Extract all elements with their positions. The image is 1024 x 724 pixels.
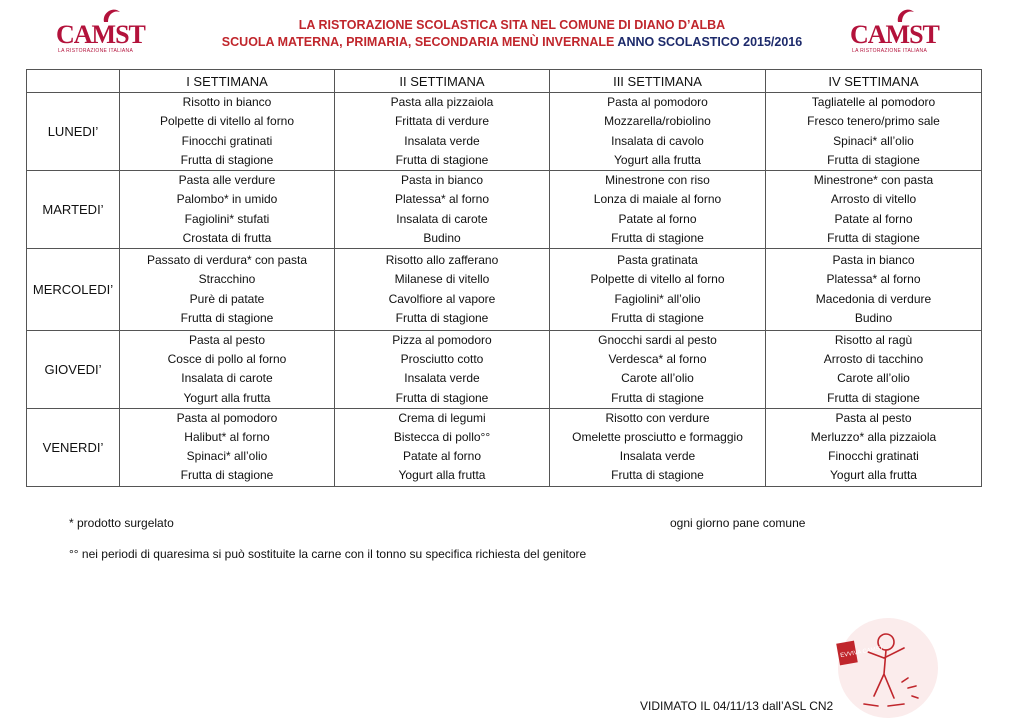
dish-item: Pasta al pomodoro <box>607 95 708 110</box>
menu-cell <box>120 331 335 409</box>
dish-item: Fagiolini* stufati <box>184 211 270 226</box>
dish-item: Passato di verdura* con pasta <box>146 253 308 268</box>
dish-item: Frutta di stagione <box>180 310 274 325</box>
week-header-row <box>27 70 982 93</box>
dish-item: Pasta alle verdure <box>178 173 276 188</box>
logo-brand: CAMST <box>56 20 145 49</box>
menu-cell <box>120 408 335 486</box>
dish-item: Yogurt alla frutta <box>614 152 701 167</box>
dish-item: Frutta di stagione <box>827 230 920 245</box>
dish-item: Pasta alla pizzaiola <box>390 95 494 110</box>
menu-cell <box>766 331 982 409</box>
menu-cell <box>766 93 982 171</box>
dish-item: Pasta in bianco <box>400 173 484 188</box>
day-label: GIOVEDI’ <box>27 331 120 409</box>
dish-item: Polpette di vitello al forno <box>159 114 295 129</box>
dish-item: Gnocchi sardi al pesto <box>598 333 717 347</box>
dish-item: Insalata di cavolo <box>611 133 704 148</box>
dish-item: Fagiolini* all’olio <box>614 291 701 306</box>
header-line-2 <box>0 34 1024 51</box>
dish-item: Yogurt alla frutta <box>830 468 917 483</box>
corner-cell <box>27 70 120 93</box>
dish-item: Pasta al pesto <box>835 410 912 425</box>
dish-item: Prosciutto cotto <box>400 352 484 367</box>
day-label: LUNEDI’ <box>27 93 120 171</box>
menu-cell <box>550 408 766 486</box>
dish-item: Pasta al pomodoro <box>176 410 278 425</box>
dish-item: Budino <box>854 310 893 325</box>
header-line-2-red: SCUOLA MATERNA, PRIMARIA, SECONDARIA MENÙ INVERNALE <box>221 35 615 49</box>
dish-item: Tagliatelle al pomodoro <box>811 95 936 110</box>
dish-item: Finocchi gratinati <box>181 133 273 148</box>
dish-item: Frutta di stagione <box>827 152 920 167</box>
dish-item: Verdesca* al forno <box>608 352 707 367</box>
dish-item: Omelette prosciutto e formaggio <box>572 430 743 445</box>
dish-item: Fresco tenero/primo sale <box>807 114 940 129</box>
dish-item: Cavolfiore al vapore <box>388 291 496 306</box>
day-row <box>27 171 982 249</box>
dish-item: Pasta in bianco <box>832 253 915 268</box>
menu-cell <box>120 249 335 331</box>
dish-item: Insalata verde <box>404 371 480 386</box>
menu-body <box>27 93 982 487</box>
dish-item: Frutta di stagione <box>395 310 489 325</box>
menu-cell <box>335 171 550 249</box>
dish-item: Carote all’olio <box>621 371 694 386</box>
dish-item: Frutta di stagione <box>395 390 489 405</box>
dish-item: Yogurt alla frutta <box>183 390 271 405</box>
dish-item: Patate al forno <box>402 449 482 464</box>
dish-item: Risotto con verdure <box>605 410 710 425</box>
dish-item: Bistecca di pollo°° <box>393 430 491 445</box>
menu-cell <box>550 171 766 249</box>
note-bread: ogni giorno pane comune <box>670 516 806 530</box>
dish-item: Frittata di verdure <box>394 114 490 129</box>
note-lent: °° nei periodi di quaresima si può sostituite la carne con il tonno su specifica richiesta del genitore <box>69 547 587 561</box>
menu-cell <box>550 93 766 171</box>
dish-item: Platessa* al forno <box>394 192 490 207</box>
dish-item: Frutta di stagione <box>611 230 704 245</box>
dish-item: Pasta gratinata <box>617 253 698 268</box>
header-line-1: LA RISTORAZIONE SCOLASTICA SITA NEL COMUNE DI DIANO D’ALBA <box>298 18 726 32</box>
dish-item: Risotto allo zafferano <box>385 253 499 268</box>
dish-item: Merluzzo* alla pizzaiola <box>810 430 937 445</box>
dish-item: Crostata di frutta <box>182 230 272 245</box>
dish-item: Insalata verde <box>404 133 480 148</box>
header-line-2-dark: ANNO SCOLASTICO 2015/2016 <box>614 35 803 49</box>
dish-item: Budino <box>423 230 461 245</box>
logo-brand: CAMST <box>850 20 939 49</box>
dish-item: Arrosto di vitello <box>830 192 917 207</box>
dish-item: Insalata di carote <box>181 371 273 386</box>
dish-item: Cosce di pollo al forno <box>167 352 287 367</box>
dish-item: Spinaci* all’olio <box>186 449 268 464</box>
dish-item: Yogurt alla frutta <box>398 468 486 483</box>
menu-cell <box>550 331 766 409</box>
dish-item: Frutta di stagione <box>180 468 274 483</box>
day-label: MERCOLEDI’ <box>27 249 120 331</box>
menu-cell <box>335 408 550 486</box>
dish-item: Spinaci* all’olio <box>833 133 914 148</box>
dish-item: Frutta di stagione <box>180 152 274 167</box>
menu-cell <box>335 331 550 409</box>
dish-item: Minestrone* con pasta <box>813 173 934 188</box>
menu-cell <box>335 93 550 171</box>
dish-item: Stracchino <box>198 272 256 287</box>
day-row <box>27 408 982 486</box>
day-label: MARTEDI’ <box>27 171 120 249</box>
dish-item: Patate al forno <box>618 211 697 226</box>
dish-item: Insalata di carote <box>396 211 488 226</box>
dish-item: Patate al forno <box>834 211 913 226</box>
dish-item: Frutta di stagione <box>395 152 489 167</box>
menu-cell <box>120 93 335 171</box>
dish-item: Macedonia di verdure <box>815 291 932 306</box>
menu-cell <box>766 408 982 486</box>
dish-item: Purè di patate <box>189 291 265 306</box>
logo-tagline: LA RISTORAZIONE ITALIANA <box>852 48 928 54</box>
dish-item: Pasta al pesto <box>188 333 266 347</box>
dish-item: Frutta di stagione <box>827 390 920 405</box>
dish-item: Platessa* al forno <box>826 272 921 287</box>
dish-item: Mozzarella/robiolino <box>604 114 711 129</box>
week-header: II SETTIMANA <box>335 70 550 93</box>
dish-item: Polpette di vitello al forno <box>590 272 725 287</box>
day-row <box>27 93 982 171</box>
day-row <box>27 331 982 409</box>
week-header: I SETTIMANA <box>120 70 335 93</box>
dish-item: Crema di legumi <box>398 410 486 425</box>
menu-cell <box>335 249 550 331</box>
dish-item: Frutta di stagione <box>611 468 704 483</box>
logo-tagline: LA RISTORAZIONE ITALIANA <box>58 48 134 54</box>
dish-item: Insalata verde <box>619 449 696 464</box>
menu-cell <box>550 249 766 331</box>
dish-item: Palombo* in umido <box>176 192 278 207</box>
dish-item: Risotto al ragù <box>834 333 913 347</box>
note-approval: VIDIMATO IL 04/11/13 dall’ASL CN2 <box>640 699 834 713</box>
menu-cell <box>120 171 335 249</box>
dish-item: Frutta di stagione <box>611 390 704 405</box>
day-label: VENERDI’ <box>27 408 120 486</box>
dish-item: Milanese di vitello <box>394 272 490 287</box>
stamp-text: EVVIVA CAMST <box>839 645 884 660</box>
dish-item: Risotto in bianco <box>182 95 272 110</box>
dish-item: Minestrone con riso <box>605 173 710 188</box>
dish-item: Carote all’olio <box>837 371 910 386</box>
dish-item: Frutta di stagione <box>611 310 704 325</box>
week-header: IV SETTIMANA <box>766 70 982 93</box>
dish-item: Pizza al pomodoro <box>392 333 492 347</box>
dish-item: Lonza di maiale al forno <box>593 192 722 207</box>
day-row <box>27 249 982 331</box>
document-header <box>0 17 1024 51</box>
menu-cell <box>766 249 982 331</box>
dish-item: Halibut* al forno <box>184 430 270 445</box>
menu-cell <box>766 171 982 249</box>
mascot-stamp-icon <box>828 612 940 720</box>
dish-item: Finocchi gratinati <box>828 449 919 464</box>
dish-item: Arrosto di tacchino <box>823 352 924 367</box>
menu-table <box>26 69 982 487</box>
week-header: III SETTIMANA <box>550 70 766 93</box>
note-frozen: * prodotto surgelato <box>69 516 174 530</box>
